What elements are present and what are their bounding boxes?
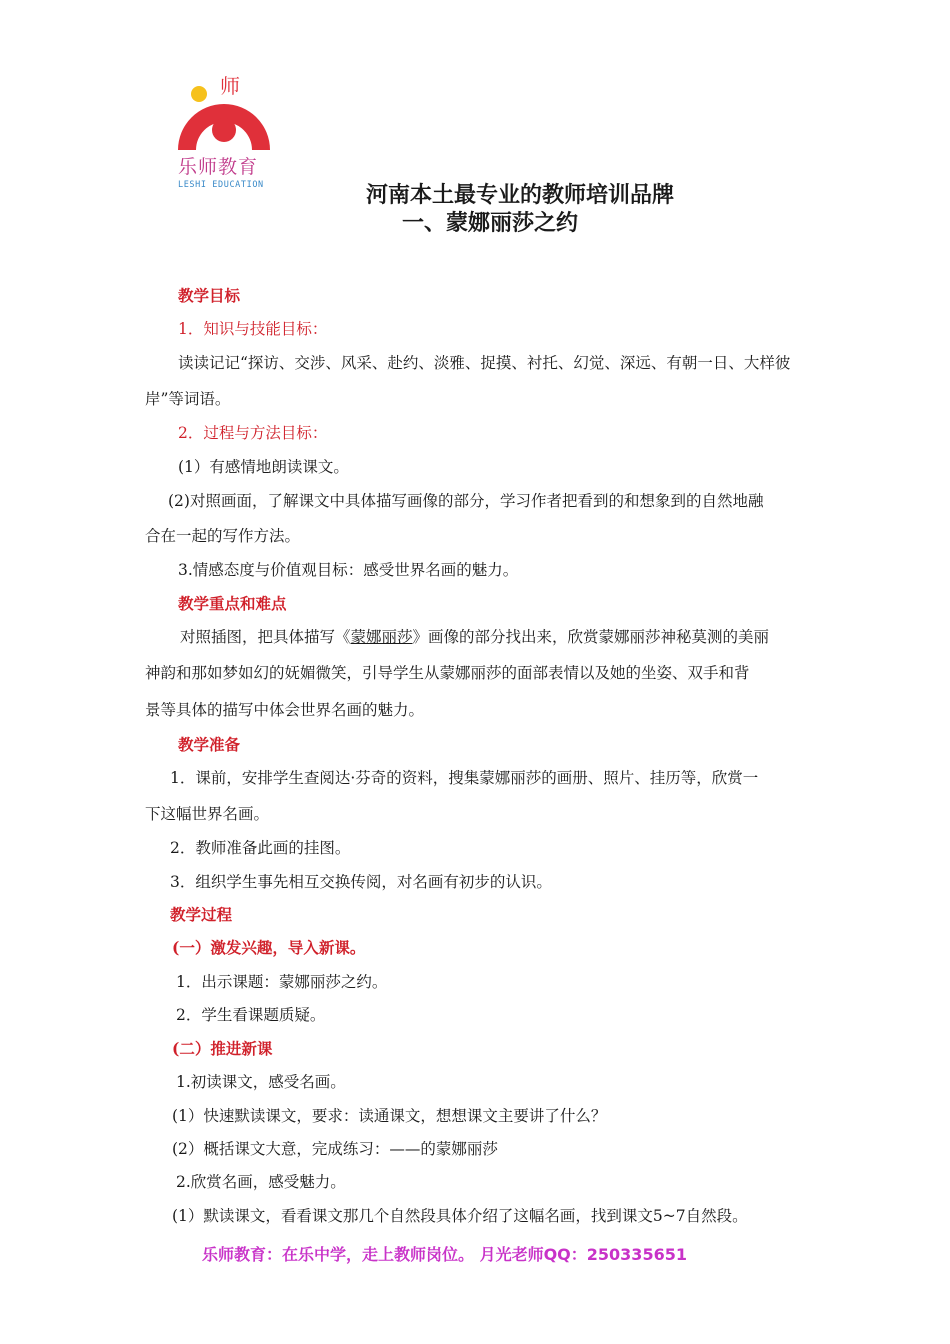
logo-mark-char: 师	[220, 74, 240, 98]
process-heading: 教学过程	[170, 905, 233, 924]
prep3: 3．组织学生事先相互交换传阅，对名画有初步的认识。	[170, 873, 552, 891]
brand-line: 河南本土最专业的教师培训品牌	[366, 182, 675, 208]
goal2-item2-line2: 合在一起的写作方法。	[145, 527, 301, 545]
goal3: 3.情感态度与价值观目标：感受世界名画的魅力。	[178, 561, 519, 579]
goal1-heading: 1．知识与技能目标：	[178, 320, 328, 338]
logo-brand-cn: 乐师教育	[178, 156, 259, 178]
goal1-line1: 读读记记“探访、交涉、风采、赴约、淡雅、捉摸、衬托、幻觉、深远、有朝一日、大样彼	[178, 354, 791, 372]
goals-heading: 教学目标	[178, 286, 241, 305]
goal2-item2-line1: (2)对照画面，了解课文中具体描写画像的部分，学习作者把看到的和想象到的自然地融	[168, 492, 764, 510]
prep-heading: 教学准备	[178, 735, 241, 754]
key-line1-text-a: 对照插图，把具体描写《	[180, 628, 351, 646]
part2-sub2: (2）概括课文大意，完成练习：——的蒙娜丽莎	[172, 1140, 498, 1158]
goal1-line2: 岸”等词语。	[145, 390, 231, 408]
part1-item1: 1．出示课题：蒙娜丽莎之约。	[176, 973, 388, 991]
prep1-line2: 下这幅世界名画。	[145, 805, 270, 823]
page-title: 一、蒙娜丽莎之约	[402, 210, 579, 236]
part2-item2: 2.欣赏名画，感受魅力。	[176, 1173, 346, 1191]
part2-sub1: (1）快速默读课文，要求：读通课文，想想课文主要讲了什么？	[172, 1107, 607, 1125]
prep2: 2．教师准备此画的挂图。	[170, 839, 351, 857]
goal2-heading: 2．过程与方法目标：	[178, 424, 328, 442]
footer-slogan: 乐师教育：在乐中学，走上教师岗位。 月光老师QQ：250335651	[202, 1245, 687, 1264]
part2-sub3: (1）默读课文，看看课文那几个自然段具体介绍了这幅名画，找到课文5~7自然段。	[172, 1207, 748, 1225]
goal2-item1: (1）有感情地朗读课文。	[178, 458, 349, 476]
logo-brand-en: LESHI EDUCATION	[178, 180, 264, 190]
key-line2: 神韵和那如梦如幻的妩媚微笑，引导学生从蒙娜丽莎的面部表情以及她的坐姿、双手和背	[145, 664, 750, 682]
part1-item2: 2．学生看课题质疑。	[176, 1006, 326, 1024]
part1-heading: (一）激发兴趣，导入新课。	[172, 938, 366, 957]
key-line1-text-b: 》画像的部分找出来，欣赏蒙娜丽莎神秘莫测的美丽	[412, 628, 770, 646]
key-heading: 教学重点和难点	[178, 594, 287, 613]
mona-lisa-link[interactable]: 蒙娜丽莎	[350, 628, 413, 646]
prep1-line1: 1．课前，安排学生查阅达·芬奇的资料，搜集蒙娜丽莎的画册、照片、挂历等，欣赏一	[170, 769, 759, 787]
part2-heading: (二）推进新课	[172, 1039, 273, 1058]
part2-item1: 1.初读课文，感受名画。	[176, 1073, 346, 1091]
leshi-logo	[172, 68, 282, 198]
key-line1	[180, 625, 769, 647]
key-line3: 景等具体的描写中体会世界名画的魅力。	[145, 701, 425, 719]
